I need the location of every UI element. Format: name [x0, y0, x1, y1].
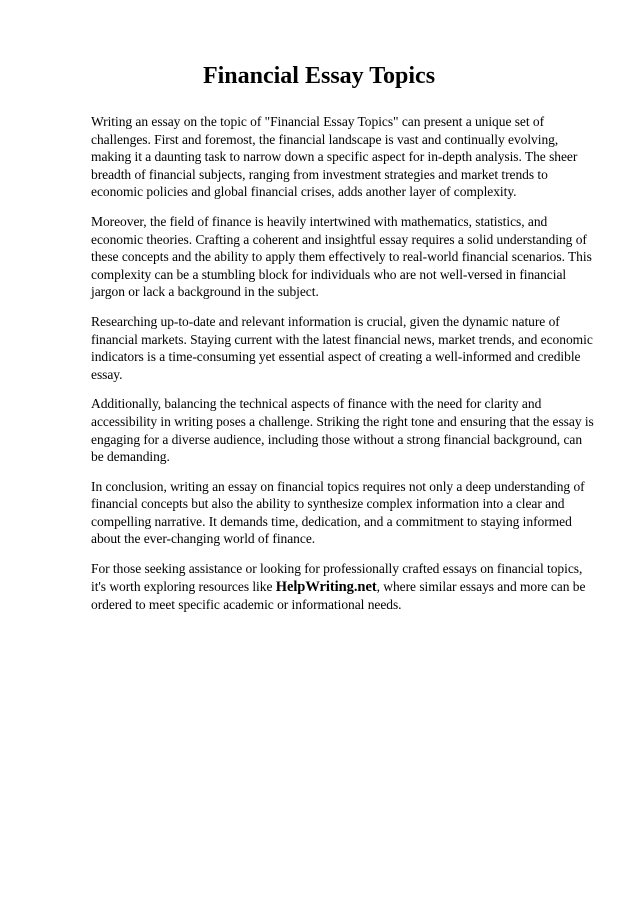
closing-text-after-link: , where similar essays and more can be ordered to meet specific academic or informational needs. — [91, 578, 586, 613]
closing-text-before-link: For those seeking assistance or looking for professionally crafted essays on financial topics, it's worth exploring resources like — [91, 561, 583, 594]
document-title: Financial Essay Topics — [202, 63, 436, 89]
paragraph-research: Researching up-to-date and relevant information is crucial, given the dynamic nature of financial markets. Staying current with the latest financial news, market trends, and economic indicators is a time-consuming yet essential aspect of creating a well-informed and credible essay. — [91, 313, 593, 382]
paragraph-intro: Writing an essay on the topic of "Financial Essay Topics" can present a unique set of challenges. First and foremost, the financial landscape is vast and continually evolving, making it a daunting task to narrow down a specific aspect for in-depth analysis. The sheer breadth of financial subjects, ranging from investment strategies and market trends to economic policies and global financial crises, adds another layer of complexity. — [91, 114, 578, 200]
paragraph-closing — [91, 560, 594, 614]
paragraph-complexity: Moreover, the field of finance is heavily intertwined with mathematics, statistics, and economic theories. Crafting a coherent and insightful essay requires a solid understanding of these concepts and the ability to apply them effectively to real-world financial scenarios. This complexity can be a stumbling block for individuals who are not well-versed in financial jargon or lack a background in the subject. — [91, 213, 592, 300]
paragraph-conclusion: In conclusion, writing an essay on financial topics requires not only a deep understanding of financial concepts but also the ability to synthesize complex information into a clear and compelling narrative. It demands time, dedication, and a commitment to staying informed about the ever-changing world of finance. — [91, 478, 585, 547]
paragraph-clarity: Additionally, balancing the technical aspects of finance with the need for clarity and accessibility in writing poses a challenge. Striking the right tone and ensuring that the essay is engaging for a diverse audience, including those without a strong financial background, can be demanding. — [91, 396, 594, 465]
helpwriting-link[interactable]: HelpWriting.net — [275, 578, 377, 595]
